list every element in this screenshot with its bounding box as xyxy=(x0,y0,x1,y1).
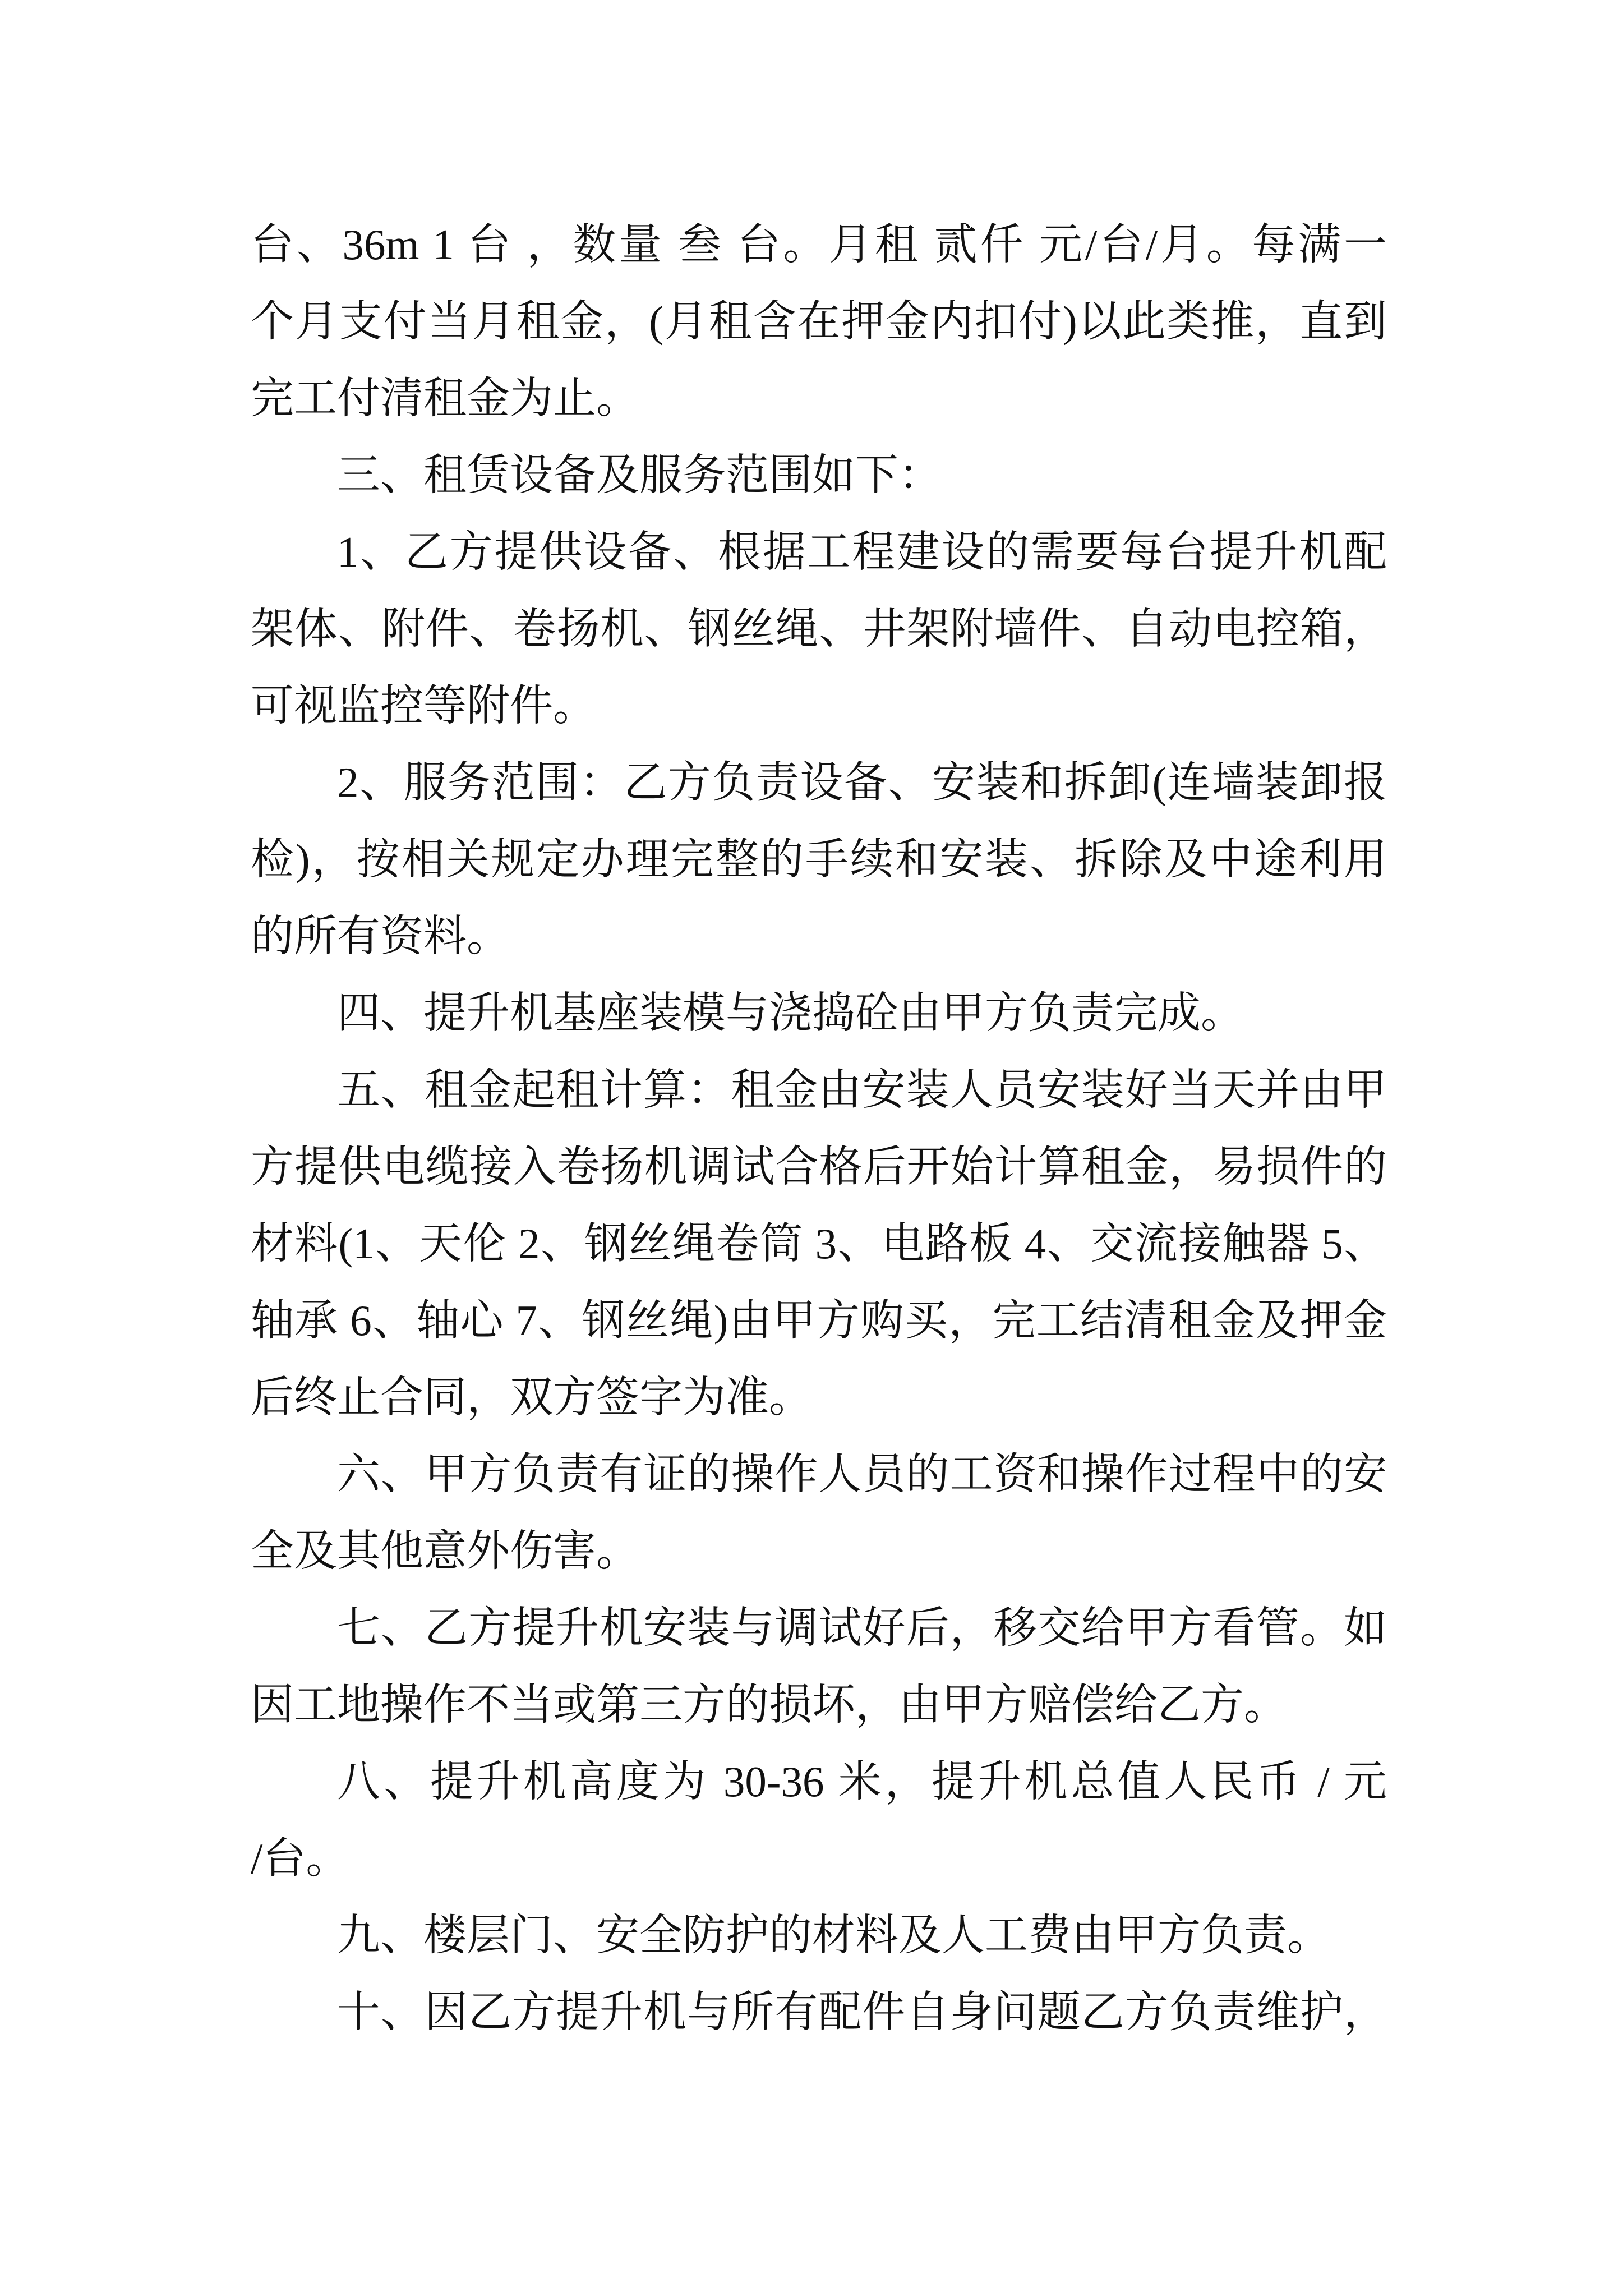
text-line: 六、甲方负责有证的操作人员的工资和操作过程中的安 xyxy=(337,1450,1387,1498)
document-body xyxy=(251,206,1387,2051)
text-line: 台、36m 1 台 ，数量 叁 台。月租 贰仟 元/台/月。每满一 xyxy=(251,220,1387,269)
text-line: 四、提升机基座装模与浇捣砼由甲方负责完成。 xyxy=(337,989,1244,1037)
text-line: 可视监控等附件。 xyxy=(251,682,596,730)
clause-6 xyxy=(251,1436,1387,1590)
clause-3-item-1 xyxy=(251,514,1387,744)
text-line: 的所有资料。 xyxy=(251,912,510,960)
text-line: 五、租金起租计算：租金由安装人员安装好当天并由甲 xyxy=(337,1066,1387,1114)
clause-7 xyxy=(251,1590,1387,1743)
text-line: 材料(1、天伦 2、钢丝绳卷筒 3、电路板 4、交流接触器 5、 xyxy=(251,1220,1387,1268)
text-line: 因工地操作不当或第三方的损坏，由甲方赔偿给乙方。 xyxy=(251,1681,1287,1729)
text-line: 三、租赁设备及服务范围如下： xyxy=(337,451,942,499)
clause-9 xyxy=(251,1897,1387,1974)
clause-5 xyxy=(251,1052,1387,1436)
text-line: 个月支付当月租金，(月租含在押金内扣付)以此类推，直到 xyxy=(251,297,1387,346)
text-line: 十、因乙方提升机与所有配件自身问题乙方负责维护， xyxy=(337,1988,1387,2036)
text-line: 方提供电缆接入卷扬机调试合格后开始计算租金，易损件的 xyxy=(251,1143,1387,1191)
text-line: /台。 xyxy=(251,1834,349,1883)
text-line: 全及其他意外伤害。 xyxy=(251,1527,639,1575)
clause-10 xyxy=(251,1974,1387,2051)
text-line: 八、提升机高度为 30-36 米，提升机总值人民币 / 元 xyxy=(337,1757,1387,1806)
text-line: 轴承 6、轴心 7、钢丝绳)由甲方购买，完工结清租金及押金 xyxy=(251,1296,1387,1345)
clause-3-heading xyxy=(251,437,1387,514)
text-line: 架体、附件、卷扬机、钢丝绳、井架附墙件、自动电控箱， xyxy=(251,605,1387,653)
text-line: 九、楼层门、安全防护的材料及人工费由甲方负责。 xyxy=(337,1911,1330,1959)
text-line: 七、乙方提升机安装与调试好后，移交给甲方看管。如 xyxy=(337,1604,1387,1652)
clause-4 xyxy=(251,975,1387,1052)
text-line: 检)，按相关规定办理完整的手续和安装、拆除及中途利用 xyxy=(251,835,1387,884)
text-line: 后终止合同，双方签字为准。 xyxy=(251,1373,812,1421)
text-line: 1、乙方提供设备、根据工程建设的需要每台提升机配 xyxy=(337,528,1387,576)
clause-3-item-2 xyxy=(251,744,1387,975)
clause-8 xyxy=(251,1743,1387,1897)
text-line: 完工付清租金为止。 xyxy=(251,374,639,422)
text-line: 2、服务范围：乙方负责设备、安装和拆卸(连墙装卸报 xyxy=(337,758,1387,807)
paragraph-continued-rent-terms xyxy=(251,206,1387,437)
